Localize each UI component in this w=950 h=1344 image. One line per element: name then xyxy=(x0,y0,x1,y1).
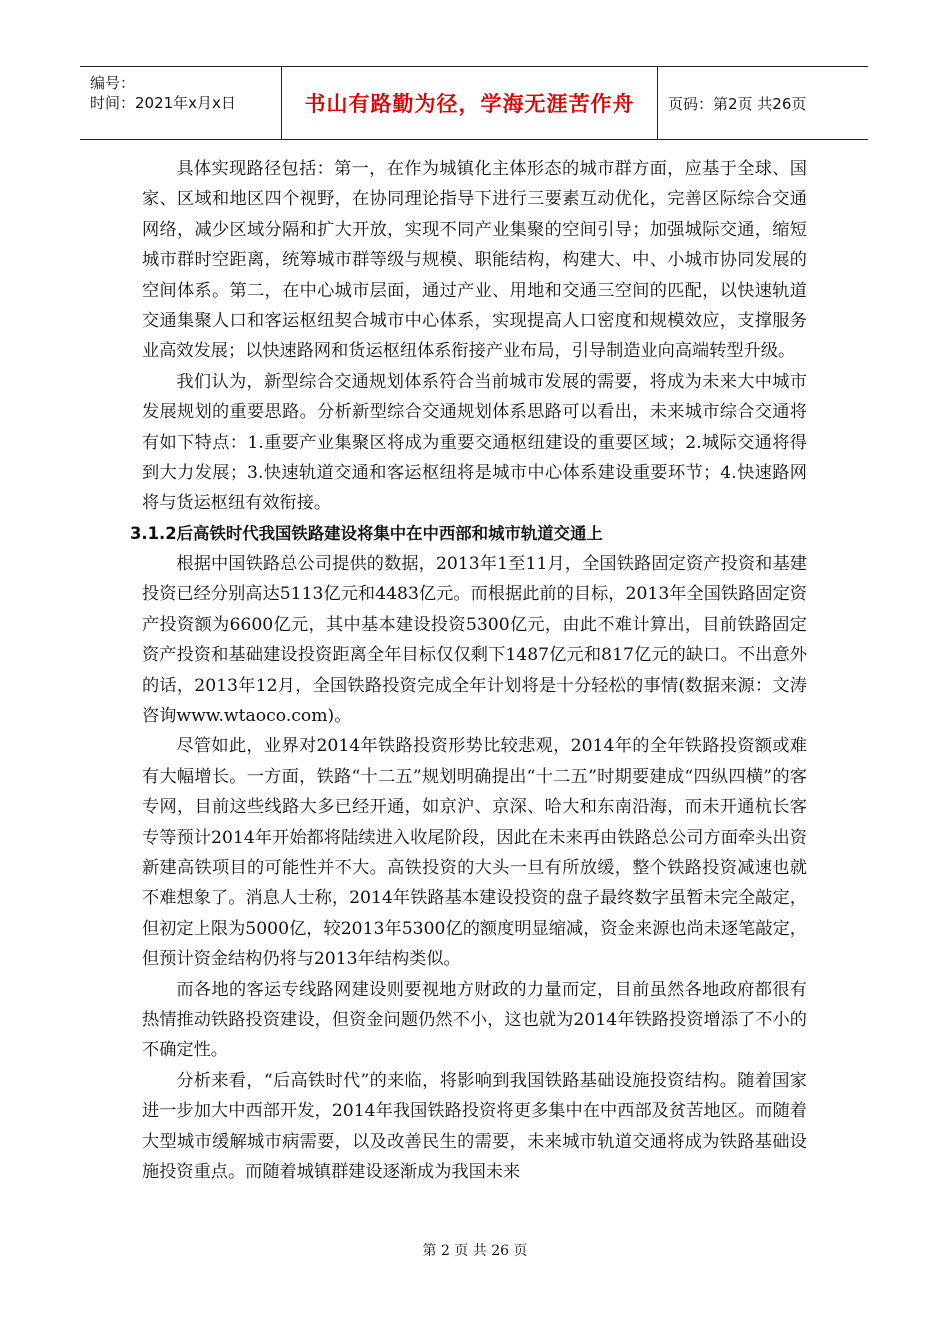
paragraph: 根据中国铁路总公司提供的数据，2013年1至11月，全国铁路固定资产投资和基建投资已经分别高达5113亿元和4483亿元。而根据此前的目标，2013年全国铁路固定资产投资额为6600亿元，其中基本建设投资5300亿元，由此不难计算出，目前铁路固定资产投资和基础建设投资距离全年目标仅仅剩下1487亿元和817亿元的缺口。不出意外的话，2013年12月，全国铁路投资完成全年计划将是十分轻松的事情(数据来源：文涛咨询www.wtaoco.com)。 xyxy=(142,553,807,726)
paragraph: 尽管如此，业界对2014年铁路投资形势比较悲观，2014年的全年铁路投资额或难有大幅增长。一方面，铁路“十二五”规划明确提出“十二五”时期要建成“四纵四横”的客专网，目前这些线路大多已经开通，如京沪、京深、哈大和东南沿海，而未开通杭长客专等预计2014年开始都将陆续进入收尾阶段，因此在未来再由铁路总公司方面牵头出资新建高铁项目的可能性并不大。高铁投资的大头一旦有所放缓，整个铁路投资减速也就不难想象了。消息人士称，2014年铁路基本建设投资的盘子最终数字虽暂未完全敲定，但初定上限为5000亿，较2013年5300亿的额度明显缩减，资金来源也尚未逐笔敲定，但预计资金结构仍将与2013年结构类似。 xyxy=(142,736,807,970)
section-heading: 3.1.2后高铁时代我国铁路建设将集中在中西部和城市轨道交通上 xyxy=(130,523,603,543)
time-label: 时间：2021年x月x日 xyxy=(90,94,236,112)
paragraph: 具体实现路径包括：第一，在作为城镇化主体形态的城市群方面，应基于全球、国家、区域和地区四个视野，在协同理论指导下进行三要素互动优化，完善区际综合交通网络，减少区域分隔和扩大开放，实现不同产业集聚的空间引导；加强城际交通，缩短城市群时空距离，统筹城市群等级与规模、职能结构，构建大、中、小城市协同发展的空间体系。第二，在中心城市层面，通过产业、用地和交通三空间的匹配，以快速轨道交通集聚人口和客运枢纽契合城市中心体系，实现提高人口密度和规模效应，支撑服务业高效发展；以快速路网和货运枢纽体系衔接产业布局，引导制造业向高端转型升级。 xyxy=(142,159,807,362)
page-header xyxy=(80,66,868,140)
number-label: 编号： xyxy=(90,74,136,92)
header-page-cell xyxy=(658,67,868,139)
page-label: 页码：第2页 共26页 xyxy=(668,94,807,113)
header-meta xyxy=(80,67,282,139)
page-footer: 第 2 页 共 26 页 xyxy=(422,1243,528,1259)
motto-text: 书山有路勤为径，学海无涯苦作舟 xyxy=(304,92,635,116)
paragraph: 分析来看，“后高铁时代”的来临，将影响到我国铁路基础设施投资结构。随着国家进一步加大中西部开发，2014年我国铁路投资将更多集中在中西部及贫苦地区。而随着大型城市缓解城市病需要，以及改善民生的需要，未来城市轨道交通将成为铁路基础设施投资重点。而随着城镇群建设逐渐成为我国未来 xyxy=(142,1070,807,1182)
paragraph: 而各地的客运专线路网建设则要视地方财政的力量而定，目前虽然各地政府都很有热情推动铁路投资建设，但资金问题仍然不小，这也就为2014年铁路投资增添了不小的不确定性。 xyxy=(142,979,807,1061)
header-motto-cell xyxy=(282,67,658,139)
document-body xyxy=(130,154,807,1187)
paragraph: 我们认为，新型综合交通规划体系符合当前城市发展的需要，将成为未来大中城市发展规划的重要思路。分析新型综合交通规划体系思路可以看出，未来城市综合交通将有如下特点：1.重要产业集聚区将成为重要交通枢纽建设的重要区域；2.城际交通将得到大力发展；3.快速轨道交通和客运枢纽将是城市中心体系建设重要环节；4.快速路网将与货运枢纽有效衔接。 xyxy=(142,371,807,514)
